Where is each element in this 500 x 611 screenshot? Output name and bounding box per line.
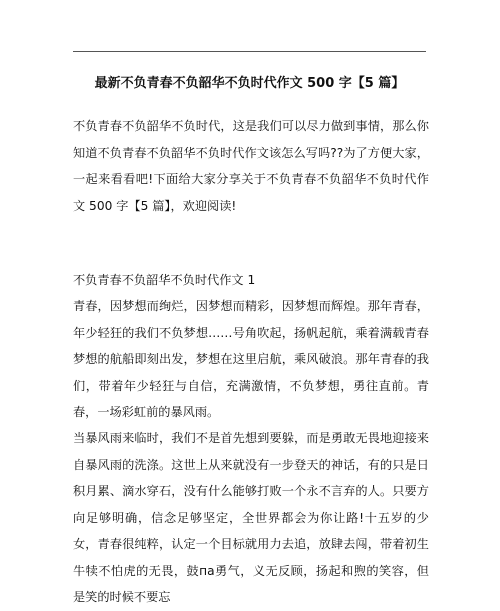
intro-paragraph: 不负青春不负韶华不负时代，这是我们可以尽力做到事情，那么你知道不负青春不负韶华不负时代作文该怎么写吗??为了方便大家，一起来看看吧!下面给大家分享关于不负青春不负韶华不负时代作文 500 字【5 篇】，欢迎阅读! <box>73 119 429 213</box>
essay-heading: 不负青春不负韶华不负时代作文 1 <box>73 273 256 287</box>
document-title: 最新不负青春不负韶华不负时代作文 500 字【5 篇】 <box>94 76 405 91</box>
header-divider <box>73 51 426 52</box>
body-paragraph-2: 当暴风雨来临时，我们不是首先想到要躲，而是勇敢无畏地迎接来自暴风雨的洗涤。这世上从来就没有一步登天的神话，有的只是日积月累、滴水穿石，没有什么能够打败一个永不言弃的人。只要方向足够明确，信念足够坚定，全世界都会为你让路!十五岁的少女，青春很纯粹，认定一个目标就用力去追，放肆去闯，带着初生牛犊不怕虎的无畏，鼓па勇气，义无反顾，扬起和煦的笑容，但是笑的时候不要忘 <box>73 431 429 604</box>
body-paragraph-1: 青春，因梦想而绚烂，因梦想而精彩，因梦想而辉煌。那年青春，年少轻狂的我们不负梦想……号角吹起，扬帆起航，乘着满载青春梦想的航船即刻出发，梦想在这里启航，乘风破浪。那年青春的我们，带着年少轻狂与自信，充满激情，不负梦想，勇往直前。青春，一场彩虹前的暴风雨。 <box>73 299 429 419</box>
